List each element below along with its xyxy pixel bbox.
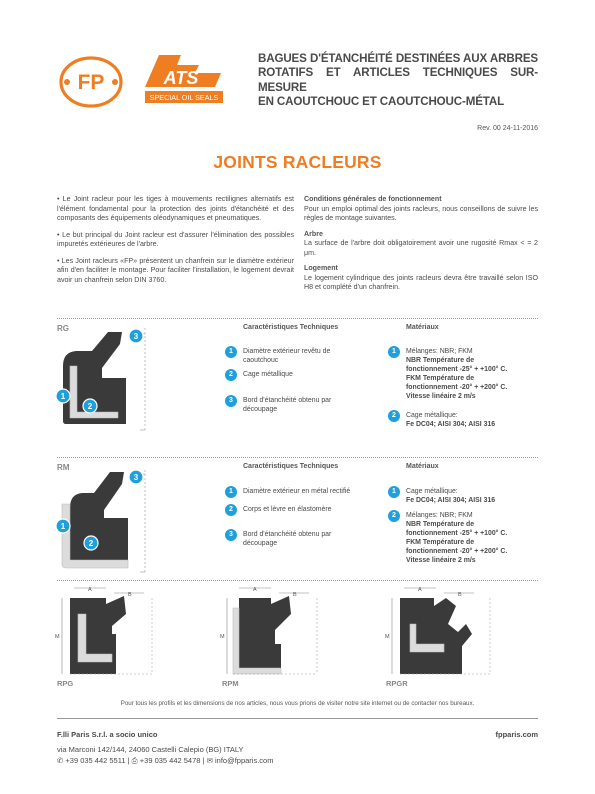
footer-rule bbox=[57, 718, 538, 719]
dim-a-label: A bbox=[88, 587, 92, 593]
conditions-text: Pour un emploi optimal des joints racleurs, nous conseillons de suivre les règles de montage suivantes. bbox=[304, 204, 538, 222]
rpg-drawing bbox=[52, 584, 162, 676]
intro-paragraph: • Le but principal du Joint racleur est d'assurer l'élimination des possibles impuretés extérieures de l'arbre. bbox=[57, 230, 294, 248]
badge-2: 2 bbox=[388, 510, 400, 522]
drawing-label-rpg: RPG bbox=[57, 679, 74, 688]
badge-1: 1 bbox=[225, 486, 237, 498]
mail-icon: ✉ bbox=[206, 756, 213, 765]
dim-b-label: B bbox=[458, 592, 462, 598]
list-item bbox=[225, 487, 360, 498]
list-item bbox=[388, 347, 538, 401]
material-line: Fe DC04; AISI 304; AISI 316 bbox=[406, 421, 496, 428]
item-text: Diamètre extérieur en métal rectifié bbox=[243, 488, 351, 495]
material-line: Vitesse linéaire 2 m/s bbox=[406, 393, 476, 400]
item-text: Diamètre extérieur revêtu de caoutchouc bbox=[243, 348, 331, 364]
material-line: NBR Température de bbox=[406, 357, 475, 364]
dim-m-label: M bbox=[55, 634, 60, 640]
dim-a-label: A bbox=[418, 587, 422, 593]
svg-text:3: 3 bbox=[133, 332, 139, 341]
item-text: Cage métallique bbox=[243, 371, 293, 378]
rm-characteristics-heading: Caractéristiques Techniques bbox=[243, 463, 339, 470]
svg-text:3: 3 bbox=[133, 473, 139, 482]
conditions-heading: Conditions générales de fonctionnement bbox=[304, 195, 442, 203]
drawing-label-rpgr: RPGR bbox=[386, 679, 408, 688]
material-line: FKM Température de bbox=[406, 375, 475, 382]
material-line: Fe DC04; AISI 304; AISI 316 bbox=[406, 497, 496, 504]
rm-seal-diagram bbox=[50, 468, 160, 576]
dim-b-label: B bbox=[128, 592, 132, 598]
svg-text:1: 1 bbox=[60, 392, 66, 401]
list-item bbox=[388, 511, 538, 565]
list-item bbox=[225, 370, 360, 381]
list-item bbox=[225, 347, 360, 365]
badge-1: 1 bbox=[225, 346, 237, 358]
rpgr-drawing bbox=[382, 584, 500, 676]
phone-icon: ✆ bbox=[57, 756, 64, 765]
material-line: fonctionnement -20° + +200° C. bbox=[406, 548, 508, 555]
svg-text:SPECIAL OIL SEALS: SPECIAL OIL SEALS bbox=[149, 93, 219, 102]
badge-2: 2 bbox=[225, 369, 237, 381]
svg-text:ATS: ATS bbox=[163, 68, 199, 88]
rg-seal-diagram bbox=[50, 326, 160, 434]
rg-characteristics-list bbox=[225, 347, 360, 414]
material-line: NBR Température de bbox=[406, 521, 475, 528]
housing-heading: Logement bbox=[304, 264, 338, 272]
ats-logo bbox=[141, 47, 225, 107]
badge-1: 1 bbox=[388, 486, 400, 498]
section-code-rg: RG bbox=[57, 324, 69, 333]
material-line: fonctionnement -20° + +200° C. bbox=[406, 384, 508, 391]
rg-characteristics-heading: Caractéristiques Techniques bbox=[243, 324, 339, 331]
header-title-line: ROTATIFS ET ARTICLES TECHNIQUES SUR-MESURE bbox=[258, 66, 538, 94]
badge-1: 1 bbox=[388, 346, 400, 358]
fax-icon: ⎙ bbox=[131, 756, 138, 765]
section-divider bbox=[57, 318, 538, 319]
material-line: Cage métallique: bbox=[406, 412, 458, 419]
material-line: fonctionnement -25° + +100° C. bbox=[406, 366, 508, 373]
fax-number: +39 035 442 5478 bbox=[139, 756, 201, 765]
material-line: Mélanges: NBR; FKM bbox=[406, 512, 473, 519]
dim-b-label: B bbox=[293, 592, 297, 598]
website-link[interactable]: fpparis.com bbox=[495, 730, 538, 739]
list-item bbox=[225, 505, 360, 516]
intro-paragraph: • Les Joint racleurs «FP» présentent un chanfrein sur le diamètre extérieur afin d'en faciliter le montage. Pour faciliter l'installation, le logement devrait avoir un chanfrein selon DIN 3760. bbox=[57, 256, 294, 284]
rm-characteristics-list bbox=[225, 487, 360, 548]
footer-note: Pour tous les profils et les dimensions de nos articles, nous vous prions de visiter notre site internet ou de contacter nos bureaux. bbox=[120, 700, 475, 707]
badge-3: 3 bbox=[225, 529, 237, 541]
rg-materials-list bbox=[388, 347, 538, 429]
rg-materials-heading: Matériaux bbox=[406, 324, 439, 331]
section-divider bbox=[57, 457, 538, 458]
page-title: JOINTS RACLEURS bbox=[213, 152, 382, 172]
section-divider bbox=[57, 580, 538, 581]
dim-a-label: A bbox=[253, 587, 257, 593]
fp-logo bbox=[58, 56, 124, 108]
list-item bbox=[225, 530, 360, 548]
list-item bbox=[388, 487, 538, 505]
shaft-text: La surface de l'arbre doit obligatoirement avoir une rugosité Rmax < = 2 μm. bbox=[304, 239, 538, 257]
intro-right bbox=[304, 195, 538, 300]
material-line: Vitesse linéaire 2 m/s bbox=[406, 557, 476, 564]
company-name: F.lli Paris S.r.l. a socio unico bbox=[57, 730, 158, 739]
section-code-rm: RM bbox=[57, 463, 70, 472]
company-address: via Marconi 142/144, 24060 Castelli Calepio (BG) ITALY bbox=[57, 745, 244, 754]
item-text: Corps et lèvre en élastomère bbox=[243, 506, 332, 513]
header-title bbox=[258, 52, 538, 109]
list-item bbox=[388, 411, 538, 429]
rm-materials-heading: Matériaux bbox=[406, 463, 439, 470]
material-line: FKM Température de bbox=[406, 539, 475, 546]
drawing-label-rpm: RPM bbox=[222, 679, 239, 688]
badge-2: 2 bbox=[225, 504, 237, 516]
dim-m-label: M bbox=[385, 634, 390, 640]
material-line: Mélanges: NBR; FKM bbox=[406, 348, 473, 355]
badge-2: 2 bbox=[388, 410, 400, 422]
material-line: Cage métallique: bbox=[406, 488, 458, 495]
revision: Rev. 00 24-11-2016 bbox=[477, 125, 538, 132]
header-title-line: BAGUES D'ÉTANCHÉITÉ DESTINÉES AUX ARBRES bbox=[258, 52, 538, 65]
dim-m-label: M bbox=[220, 634, 225, 640]
intro-left bbox=[57, 195, 294, 292]
list-item bbox=[225, 396, 360, 414]
svg-text:1: 1 bbox=[60, 522, 66, 531]
housing-text: Le logement cylindrique des joints racleurs devra être travaillé selon ISO H8 et complété d'un chanfrein. bbox=[304, 273, 538, 291]
intro-paragraph: • Le Joint racleur pour les tiges à mouvements rectilignes alternatifs est l'élément fondamental pour la protection des joints d'étanchéité et des composants des équipements oléodynamiques et pneumatiques. bbox=[57, 195, 294, 222]
badge-3: 3 bbox=[225, 395, 237, 407]
item-text: Bord d'étanchéité obtenu par découpage bbox=[243, 531, 332, 547]
separator: | bbox=[202, 756, 207, 765]
header-title-line: EN CAOUTCHOUC ET CAOUTCHOUC-MÉTAL bbox=[258, 94, 505, 108]
svg-text:2: 2 bbox=[87, 402, 93, 411]
svg-text:2: 2 bbox=[88, 539, 94, 548]
rpm-drawing bbox=[217, 584, 327, 676]
material-line: fonctionnement -25° + +100° C. bbox=[406, 530, 508, 537]
separator: | bbox=[127, 756, 132, 765]
shaft-heading: Arbre bbox=[304, 229, 323, 238]
phone-number[interactable]: +39 035 442 5511 bbox=[65, 756, 126, 765]
email-link[interactable]: info@fpparis.com bbox=[214, 756, 274, 765]
item-text: Bord d'étanchéité obtenu par découpage bbox=[243, 397, 332, 413]
svg-text:FP: FP bbox=[77, 71, 105, 94]
contact-line bbox=[57, 756, 273, 766]
rm-materials-list bbox=[388, 487, 538, 565]
